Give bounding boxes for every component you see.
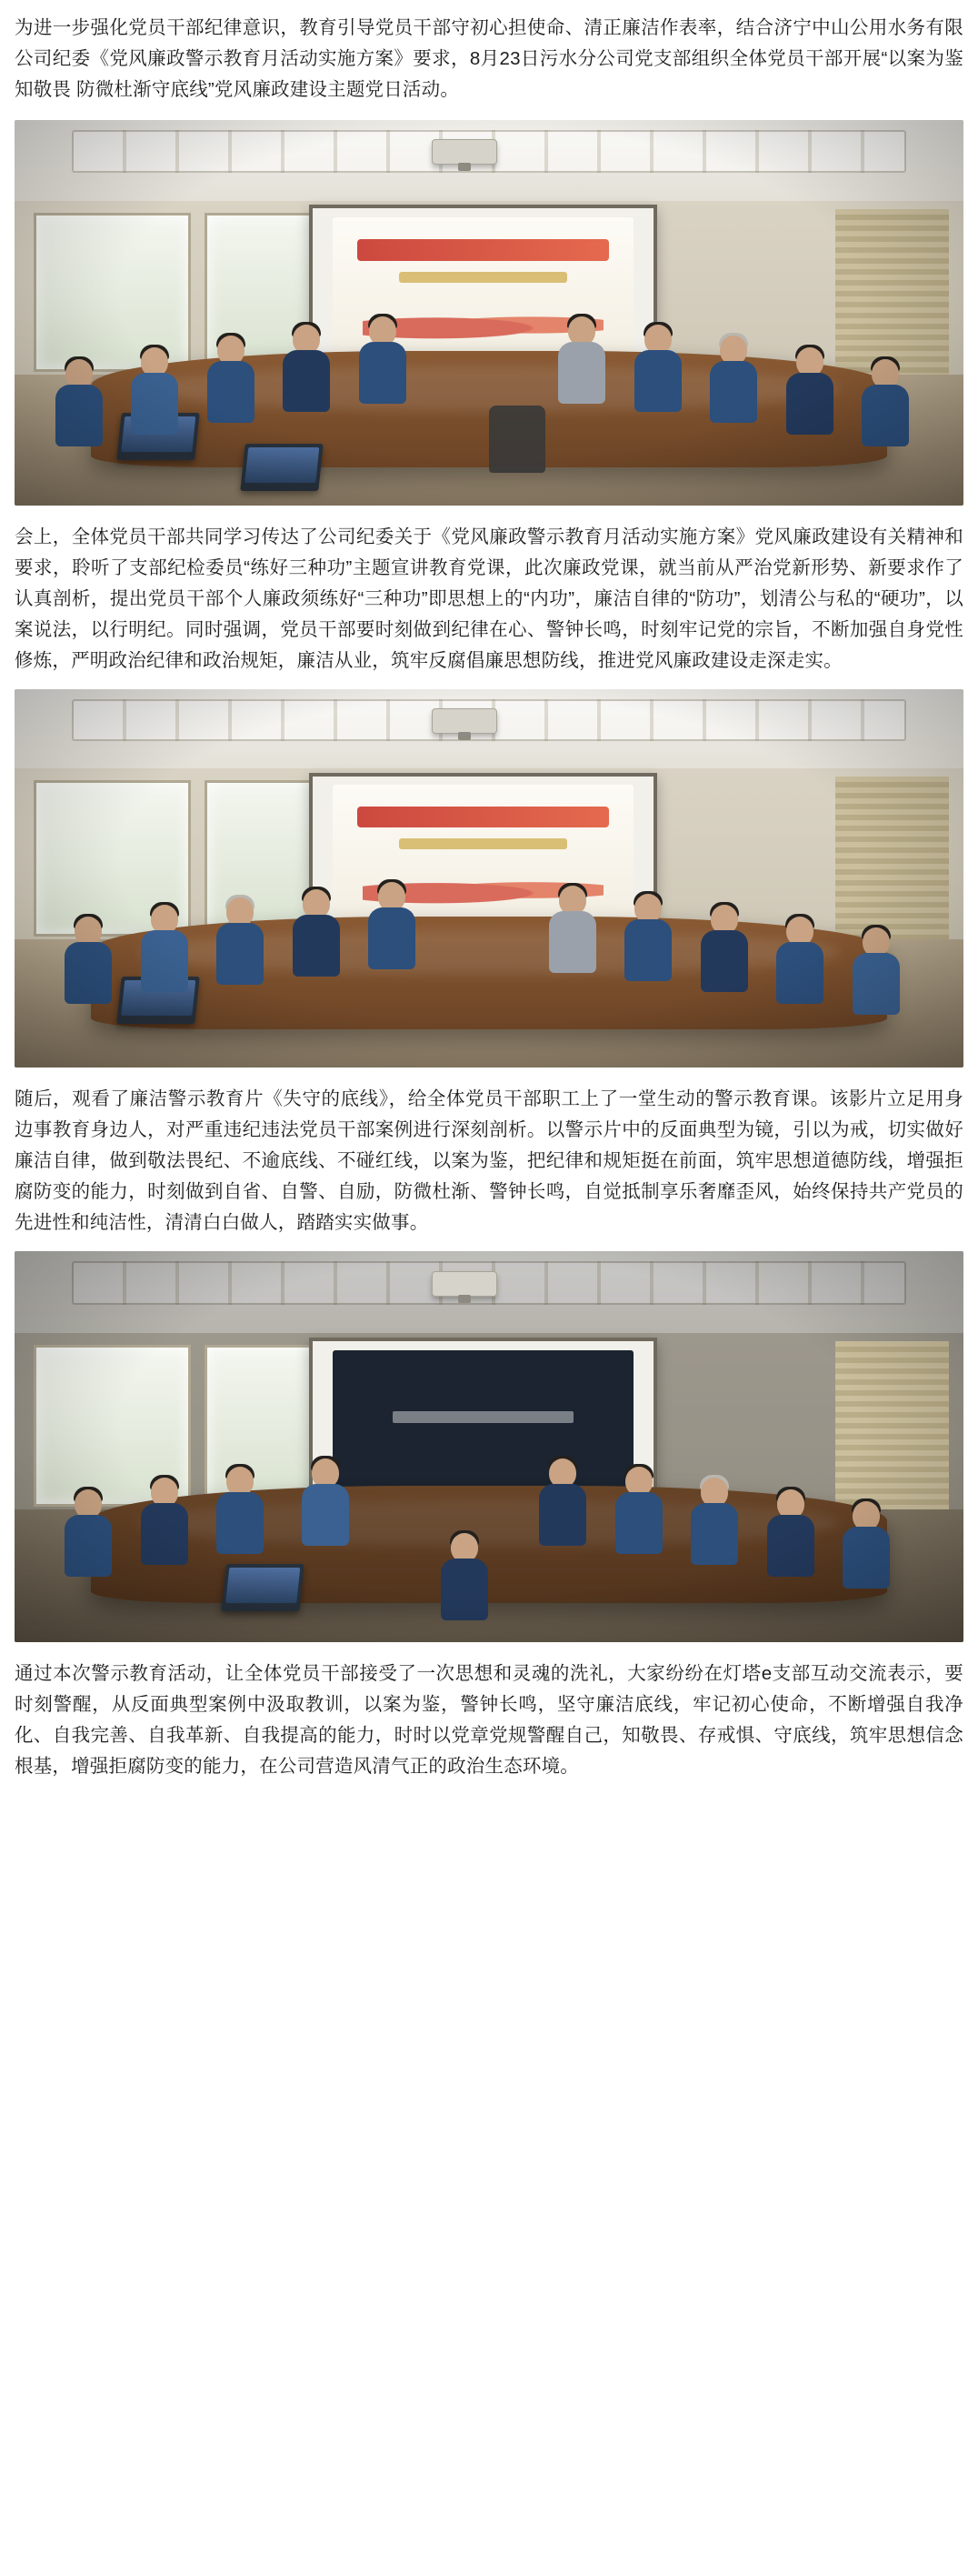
person (138, 905, 191, 992)
person (555, 316, 608, 404)
person (356, 316, 409, 404)
person (62, 1489, 115, 1577)
person (698, 905, 751, 992)
person (850, 927, 903, 1015)
scene-room-3 (15, 1251, 963, 1642)
slide-title-banner (357, 239, 610, 261)
person (707, 336, 760, 423)
projector-icon (432, 708, 497, 734)
slide-title-banner (393, 1411, 573, 1424)
person (773, 917, 826, 1004)
person (128, 347, 181, 435)
person (840, 1501, 893, 1589)
laptop (240, 444, 323, 491)
slide-subtitle-banner (399, 272, 567, 283)
window-blinds (835, 209, 949, 379)
laptop (221, 1564, 304, 1611)
photo-meeting-2 (15, 689, 963, 1067)
person (764, 1489, 817, 1577)
paragraph-1: 为进一步强化党员干部纪律意识，教育引导党员干部守初心担使命、清正廉洁作表率，结合济宁中山公用水务有限公司纪委《党风廉政警示教育月活动实施方案》要求，8月23日污水分公司党支部组织全体党员干部开展“以案为鉴知敬畏 防微杜渐守底线”党风廉政建设主题党日活动。 (15, 17, 963, 100)
person (214, 1467, 266, 1554)
paragraph-2: 会上，全体党员干部共同学习传达了公司纪委关于《党风廉政警示教育月活动实施方案》党风廉政建设有关精神和要求，聆听了支部纪检委员“练好三种功”主题宣讲教育党课，此次廉政党课，就当前从严治党新形势、新要求作了认真剖析，提出党员干部个人廉政须练好“三种功”即思想上的“内功”，廉洁自律的“防功”，划清公与私的“硬功”，以案说法，以行明纪。同时强调，党员干部要时刻做到纪律在心、警钟长鸣，时刻牢记党的宗旨，不断加强自身党性修炼，严明政治纪律和政治规矩，廉洁从业，筑牢反腐倡廉思想防线，推进党风廉政建设走深走实。 (15, 526, 963, 671)
person (546, 886, 599, 973)
person (299, 1458, 352, 1546)
person (138, 1478, 191, 1565)
person (432, 1533, 497, 1635)
person (365, 882, 418, 969)
photo-meeting-1 (15, 120, 963, 506)
projector-icon (432, 139, 497, 165)
person (62, 917, 115, 1004)
scene-room-2 (15, 689, 963, 1067)
slide-title-banner (357, 807, 610, 827)
photo-meeting-3 (15, 1251, 963, 1642)
chair (489, 406, 545, 473)
window-blinds (835, 777, 949, 943)
person (688, 1478, 741, 1565)
conference-table (91, 917, 888, 1030)
window-blinds (835, 1341, 949, 1513)
projection-screen (309, 1338, 658, 1501)
person (859, 359, 912, 446)
person (280, 325, 333, 412)
person (290, 889, 343, 977)
person (205, 336, 257, 423)
slide-subtitle-banner (399, 838, 567, 849)
paragraph-3: 随后，观看了廉洁警示教育片《失守的底线》，给全体党员干部职工上了一堂生动的警示教育课。该影片立足用身边事教育身边人，对严重违纪违法党员干部案例进行深刻剖析。以警示片中的反面典型为镜，引以为戒，切实做好廉洁自律，做到敬法畏纪、不逾底线、不碰红线，以案为鉴，把纪律和规矩挺在前面，筑牢思想道德防线，增强拒腐防变的能力，时刻做到自省、自警、自励，防微杜渐、警钟长鸣，自觉抵制享乐奢靡歪风，始终保持共产党员的先进性和纯洁性，清清白白做人，踏踏实实做事。 (15, 1088, 963, 1233)
projection-screen (309, 773, 658, 931)
person (783, 347, 836, 435)
person (632, 325, 684, 412)
person (53, 359, 105, 446)
paragraph-4: 通过本次警示教育活动，让全体党员干部接受了一次思想和灵魂的洗礼，大家纷纷在灯塔e支部互动交流表示，要时刻警醒，从反面典型案例中汲取教训，以案为鉴，警钟长鸣，坚守廉洁底线，牢记初心使命，不断增强自我净化、自我完善、自我革新、自我提高的能力，时时以党章党规警醒自己，知敬畏、存戒惧、守底线，筑牢思想信念根基，增强拒腐防变的能力，在公司营造风清气正的政治生态环境。 (15, 1663, 963, 1777)
person (214, 897, 266, 985)
person (536, 1458, 589, 1546)
person (613, 1467, 665, 1554)
person (622, 894, 674, 981)
projector-icon (432, 1271, 497, 1297)
scene-room-1 (15, 120, 963, 506)
